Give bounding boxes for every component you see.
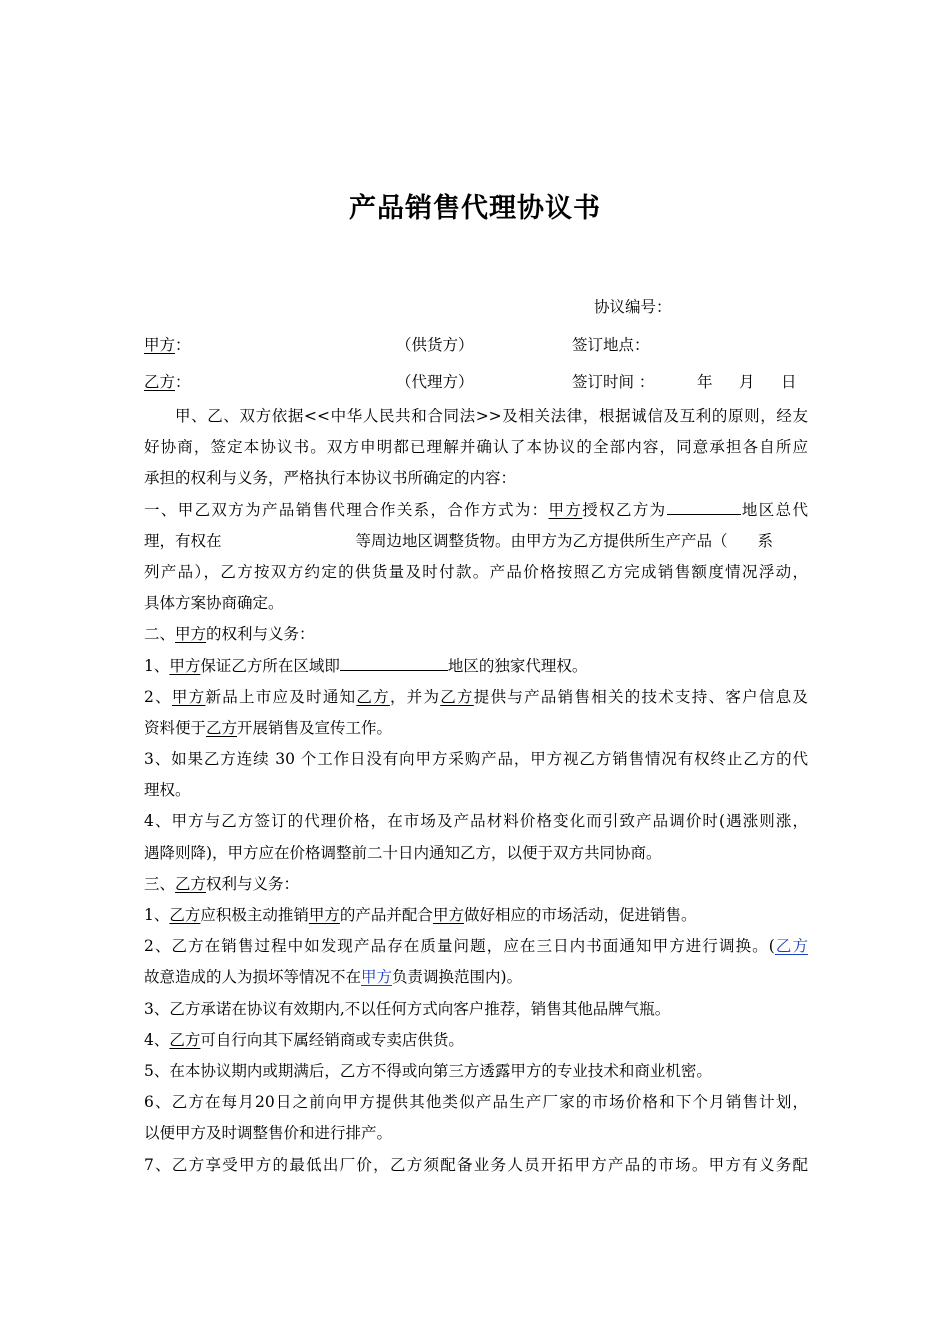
party-a-label: 甲方 [144, 336, 176, 354]
item-text: 保证乙方所在区域即 [200, 656, 340, 675]
section-2-item-4-line-2: 遇降则降)，甲方应在价格调整前二十日内通知乙方，以便于双方共同协商。 [144, 843, 662, 862]
item-number: 4、 [144, 1030, 170, 1049]
party-a-colon: ： [175, 336, 191, 354]
party-a-ref: 甲方 [548, 500, 583, 519]
document-title: 产品销售代理协议书 [349, 193, 601, 224]
sign-month: 月 [739, 373, 755, 391]
section-3-number: 三、 [144, 874, 176, 893]
item-text: 做好相应的市场活动，促进销售。 [463, 906, 697, 924]
party-b-ref: 乙方 [440, 687, 474, 706]
item-text: 提供与产品销售相关的技术支持、客户信息及 [473, 687, 808, 706]
section-2-item-2-line-2 [144, 713, 808, 744]
item-text: 地区的独家代理权。 [447, 656, 588, 675]
section-2-item-3-line-2: 理权。 [144, 781, 191, 800]
party-b-colon: ： [175, 373, 191, 391]
item-text: 开展销售及宣传工作。 [237, 718, 393, 737]
party-b-label: 乙方 [144, 373, 176, 391]
section-3-item-3: 3、乙方承诺在协议有效期内,不以任何方式向客户推荐，销售其他品牌气瓶。 [144, 999, 671, 1018]
section-1-text: 等周边地区调整货物。由甲方为乙方提供所生产产品（ [355, 531, 728, 550]
item-text: 资料便于 [144, 718, 207, 737]
preamble-line-1: 甲、乙、双方依据<<中华人民共和合同法>>及相关法律，根据诚信及互利的原则，经友 [175, 407, 808, 425]
region-blank [667, 496, 741, 515]
section-3-item-4 [144, 1025, 808, 1056]
section-3-item-6-line-1: 6、乙方在每月20日之前向甲方提供其他类似产品生产厂家的市场价格和下个月销售计划， [144, 1093, 808, 1112]
item-number: 2、 [144, 687, 172, 706]
party-a-ref: 甲方 [169, 656, 201, 675]
item-text: 2、乙方在销售过程中如发现产品存在质量问题，应在三日内书面通知甲方进行调换。( [144, 937, 775, 956]
agreement-no-label: 协议编号： [594, 298, 672, 316]
section-3-item-2-line-1 [144, 931, 808, 962]
section-1-text: 理，有权在 [144, 531, 222, 550]
section-2-item-2-line-1 [144, 682, 808, 713]
item-text: 新品上市应及时通知 [205, 687, 357, 706]
party-b-link[interactable]: 乙方 [774, 937, 808, 956]
item-number: 1、 [144, 656, 170, 675]
section-3-item-6-line-2: 以便甲方及时调整售价和进行排产。 [144, 1124, 393, 1143]
section-2-item-1 [144, 651, 808, 682]
item-text: 的产品并配合 [339, 906, 433, 924]
section-3-item-1 [144, 900, 808, 931]
section-2-item-3-line-1: 3、如果乙方连续 30 个工作日没有向甲方采购产品，甲方视乙方销售情况有权终止乙方的代 [144, 750, 808, 769]
section-2-item-4-line-1: 4、甲方与乙方签订的代理价格，在市场及产品材料价格变化而引致产品调价时(遇涨则涨， [144, 812, 808, 831]
party-a-ref: 甲方 [171, 687, 206, 706]
party-a-ref: 甲方 [175, 625, 207, 644]
section-1-text: 地区总代 [740, 500, 808, 519]
party-b-ref: 乙方 [169, 906, 201, 924]
section-3-item-7-line-1: 7、乙方享受甲方的最低出厂价，乙方须配备业务人员开拓甲方产品的市场。甲方有义务配 [144, 1155, 808, 1174]
section-3-heading [144, 869, 808, 900]
party-a-link[interactable]: 甲方 [361, 968, 393, 987]
party-b-role: （代理方） [396, 373, 474, 391]
item-text: 故意造成的人为损坏等情况不在 [144, 968, 362, 987]
agreement-body [144, 401, 808, 1181]
preamble-line-3: 承担的权利与义务，严格执行本协议书所确定的内容： [144, 469, 517, 488]
party-b-ref: 乙方 [206, 718, 238, 737]
section-2-heading [144, 619, 808, 650]
sign-year: 年 [697, 373, 713, 391]
section-1-line-1 [144, 495, 808, 526]
party-b-ref: 乙方 [175, 874, 207, 893]
section-2-title: 的权利与义务： [206, 625, 315, 644]
preamble-line-2: 好协商，签定本协议书。双方申明都已理解并确认了本协议的全部内容，同意承担各自所应 [144, 438, 808, 457]
section-3-item-2-line-2 [144, 962, 808, 993]
region-blank [340, 652, 448, 671]
section-1-line-2 [144, 526, 808, 557]
section-1-line-3: 列产品），乙方按双方约定的供货量及时付款。产品价格按照乙方完成销售额度情况浮动， [144, 562, 808, 581]
sign-time-label: 签订时间 ： [572, 373, 655, 391]
section-1-line-4: 具体方案协商确定。 [144, 594, 284, 613]
section-3-title: 权利与义务： [206, 874, 300, 893]
sign-place-label: 签订地点： [572, 336, 650, 354]
party-a-ref: 甲方 [308, 906, 340, 924]
item-number: 1、 [144, 906, 170, 924]
section-3-item-5: 5、在本协议期内或期满后，乙方不得或向第三方透露甲方的专业技术和商业机密。 [144, 1061, 712, 1080]
section-2-number: 二、 [144, 625, 176, 644]
item-text: 可自行向其下属经销商或专卖店供货。 [200, 1030, 464, 1049]
party-a-ref: 甲方 [432, 906, 464, 924]
section-1-text: 授权乙方为 [582, 500, 667, 519]
section-1-text: 系 [757, 531, 774, 550]
party-b-ref: 乙方 [356, 687, 390, 706]
party-b-ref: 乙方 [169, 1030, 201, 1049]
party-a-row [144, 335, 191, 355]
item-text: 负责调换范围内)。 [392, 968, 523, 987]
item-text: 应积极主动推销 [200, 906, 309, 924]
sign-day: 日 [781, 373, 797, 391]
party-b-row [144, 372, 191, 392]
party-a-role: （供货方） [396, 336, 474, 354]
item-text: ，并为 [389, 687, 441, 706]
section-1-text: 一、甲乙双方为产品销售代理合作关系，合作方式为： [144, 500, 549, 519]
